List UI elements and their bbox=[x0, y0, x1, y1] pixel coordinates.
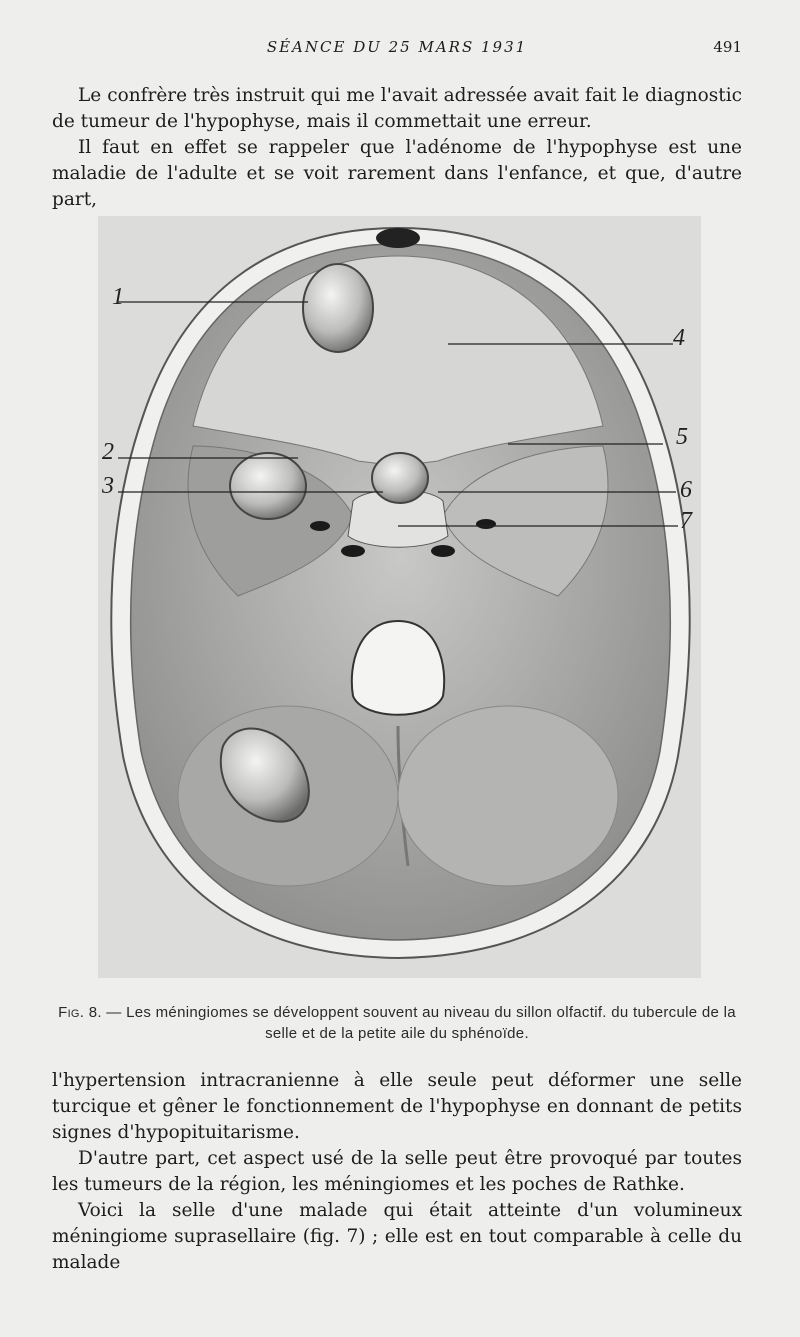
caption-text: Les méningiomes se développent souvent au niveau du sillon olfactif. du tubercule de la selle et de la petite aile du sphénoïde. bbox=[126, 1004, 736, 1042]
right-cerebellar-fossa bbox=[398, 706, 618, 886]
figure-label-2: 2 bbox=[102, 439, 114, 465]
figure-caption bbox=[52, 1002, 742, 1044]
paragraph: Le confrère très instruit qui me l'avait adressée avait fait le diagnostic de tumeur de l'hypophyse, mais il commettait une erreur. bbox=[52, 85, 742, 132]
figure-label-4: 4 bbox=[673, 325, 685, 351]
page-number: 491 bbox=[713, 38, 742, 56]
figure-label-3: 3 bbox=[102, 473, 114, 499]
figure-label-7: 7 bbox=[680, 508, 692, 534]
foramen bbox=[310, 521, 330, 531]
paragraph: D'autre part, cet aspect usé de la selle peut être provoqué par toutes les tumeurs de la région, les méningiomes et les poches de Rathke. bbox=[52, 1148, 742, 1195]
foramen bbox=[431, 545, 455, 557]
tumor-tuberculum-sellae bbox=[372, 453, 428, 503]
intro-text bbox=[52, 83, 742, 213]
tumor-sphenoid-wing bbox=[230, 453, 306, 519]
running-title: SÉANCE DU 25 MARS 1931 bbox=[266, 38, 528, 56]
paragraph: Voici la selle d'une malade qui était atteinte d'un volumineux méningiome suprasellaire (fig. 7) ; elle est en tout comparable à celle du malade bbox=[52, 1200, 742, 1273]
figure-label-1: 1 bbox=[112, 284, 124, 310]
foramen bbox=[341, 545, 365, 557]
foramen-magnum bbox=[352, 621, 444, 715]
figure-label-6: 6 bbox=[680, 477, 692, 503]
frontal-sinus-opening bbox=[376, 228, 420, 248]
paragraph: l'hypertension intracranienne à elle seule peut déformer une selle turcique et gêner le fonctionnement de l'hypophyse en donnant de petits signes d'hypopituitarisme. bbox=[52, 1070, 742, 1143]
running-header bbox=[52, 38, 742, 60]
skull-base-drawing bbox=[98, 216, 701, 978]
foramen bbox=[476, 519, 496, 529]
paragraph: Il faut en effet se rappeler que l'adénome de l'hypophyse est une maladie de l'adulte et se voit rarement dans l'enfance, et que, d'autre part, bbox=[52, 137, 742, 210]
body-text bbox=[52, 1068, 742, 1276]
figure-label-5: 5 bbox=[676, 424, 688, 450]
skull-base-illustration bbox=[98, 216, 701, 978]
caption-prefix: Fig. 8. — bbox=[58, 1004, 122, 1021]
tumor-olfactory-groove bbox=[303, 264, 373, 352]
